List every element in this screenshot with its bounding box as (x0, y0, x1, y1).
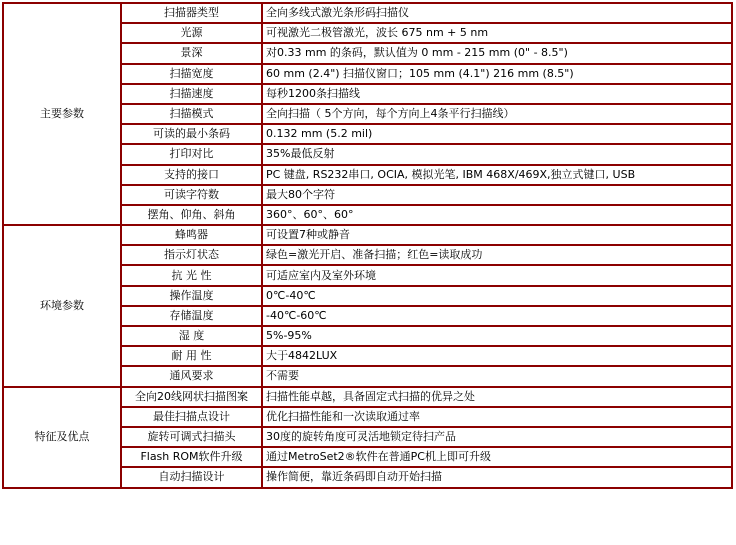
row-value: 可视激光二极管激光，波长 675 nm + 5 nm (263, 24, 731, 42)
row-label: 光源 (122, 24, 261, 42)
row-value: 可设置7种或静音 (263, 226, 731, 244)
table-row (4, 388, 731, 406)
row-value: PC 键盘, RS232串口, OCIA, 模拟光笔, IBM 468X/469X,独立式键口, USB (263, 166, 731, 184)
group-features-advantages: 特征及优点 (4, 388, 120, 487)
row-label: 扫描器类型 (122, 4, 261, 22)
row-value: 优化扫描性能和一次读取通过率 (263, 408, 731, 426)
row-value: 35%最低反射 (263, 145, 731, 163)
row-label: 蜂鸣器 (122, 226, 261, 244)
row-value: 全向扫描（ 5个方向，每个方向上4条平行扫描线） (263, 105, 731, 123)
row-value: 绿色=激光开启、准备扫描；红色=读取成功 (263, 246, 731, 264)
row-label: 景深 (122, 44, 261, 62)
row-value: 0.132 mm (5.2 mil) (263, 125, 731, 143)
row-label: Flash ROM软件升级 (122, 448, 261, 466)
row-value: 通过MetroSet2®软件在普通PC机上即可升级 (263, 448, 731, 466)
row-label: 最佳扫描点设计 (122, 408, 261, 426)
row-label: 自动扫描设计 (122, 468, 261, 486)
row-value: 0℃-40℃ (263, 287, 731, 305)
row-value: 每秒1200条扫描线 (263, 85, 731, 103)
row-value: -40℃-60℃ (263, 307, 731, 325)
row-label: 可读的最小条码 (122, 125, 261, 143)
row-value: 5%-95% (263, 327, 731, 345)
row-value: 最大80个字符 (263, 186, 731, 204)
spec-table (2, 2, 733, 489)
row-value: 操作简便，靠近条码即自动开始扫描 (263, 468, 731, 486)
row-label: 全向20线网状扫描图案 (122, 388, 261, 406)
row-label: 扫描模式 (122, 105, 261, 123)
row-label: 扫描宽度 (122, 65, 261, 83)
row-label: 指示灯状态 (122, 246, 261, 264)
group-main-parameters: 主要参数 (4, 4, 120, 224)
row-value: 全向多线式激光条形码扫描仪 (263, 4, 731, 22)
row-label: 支持的接口 (122, 166, 261, 184)
row-label: 操作温度 (122, 287, 261, 305)
row-value: 大于4842LUX (263, 347, 731, 365)
row-value: 不需要 (263, 367, 731, 385)
row-label: 抗 光 性 (122, 266, 261, 284)
table-row (4, 4, 731, 22)
row-value: 30度的旋转角度可灵活地锁定待扫产品 (263, 428, 731, 446)
row-value: 对0.33 mm 的条码，默认值为 0 mm - 215 mm (0" - 8.5") (263, 44, 731, 62)
row-label: 通风要求 (122, 367, 261, 385)
row-label: 扫描速度 (122, 85, 261, 103)
row-label: 存储温度 (122, 307, 261, 325)
row-label: 摆角、仰角、斜角 (122, 206, 261, 224)
row-value: 可适应室内及室外环境 (263, 266, 731, 284)
row-label: 打印对比 (122, 145, 261, 163)
row-value: 60 mm (2.4") 扫描仪窗口；105 mm (4.1") 216 mm (8.5") (263, 65, 731, 83)
row-label: 耐 用 性 (122, 347, 261, 365)
row-value: 360°、60°、60° (263, 206, 731, 224)
row-label: 可读字符数 (122, 186, 261, 204)
group-environment-parameters: 环境参数 (4, 226, 120, 386)
table-row (4, 226, 731, 244)
row-label: 湿 度 (122, 327, 261, 345)
row-label: 旋转可调式扫描头 (122, 428, 261, 446)
row-value: 扫描性能卓越，具备固定式扫描的优异之处 (263, 388, 731, 406)
